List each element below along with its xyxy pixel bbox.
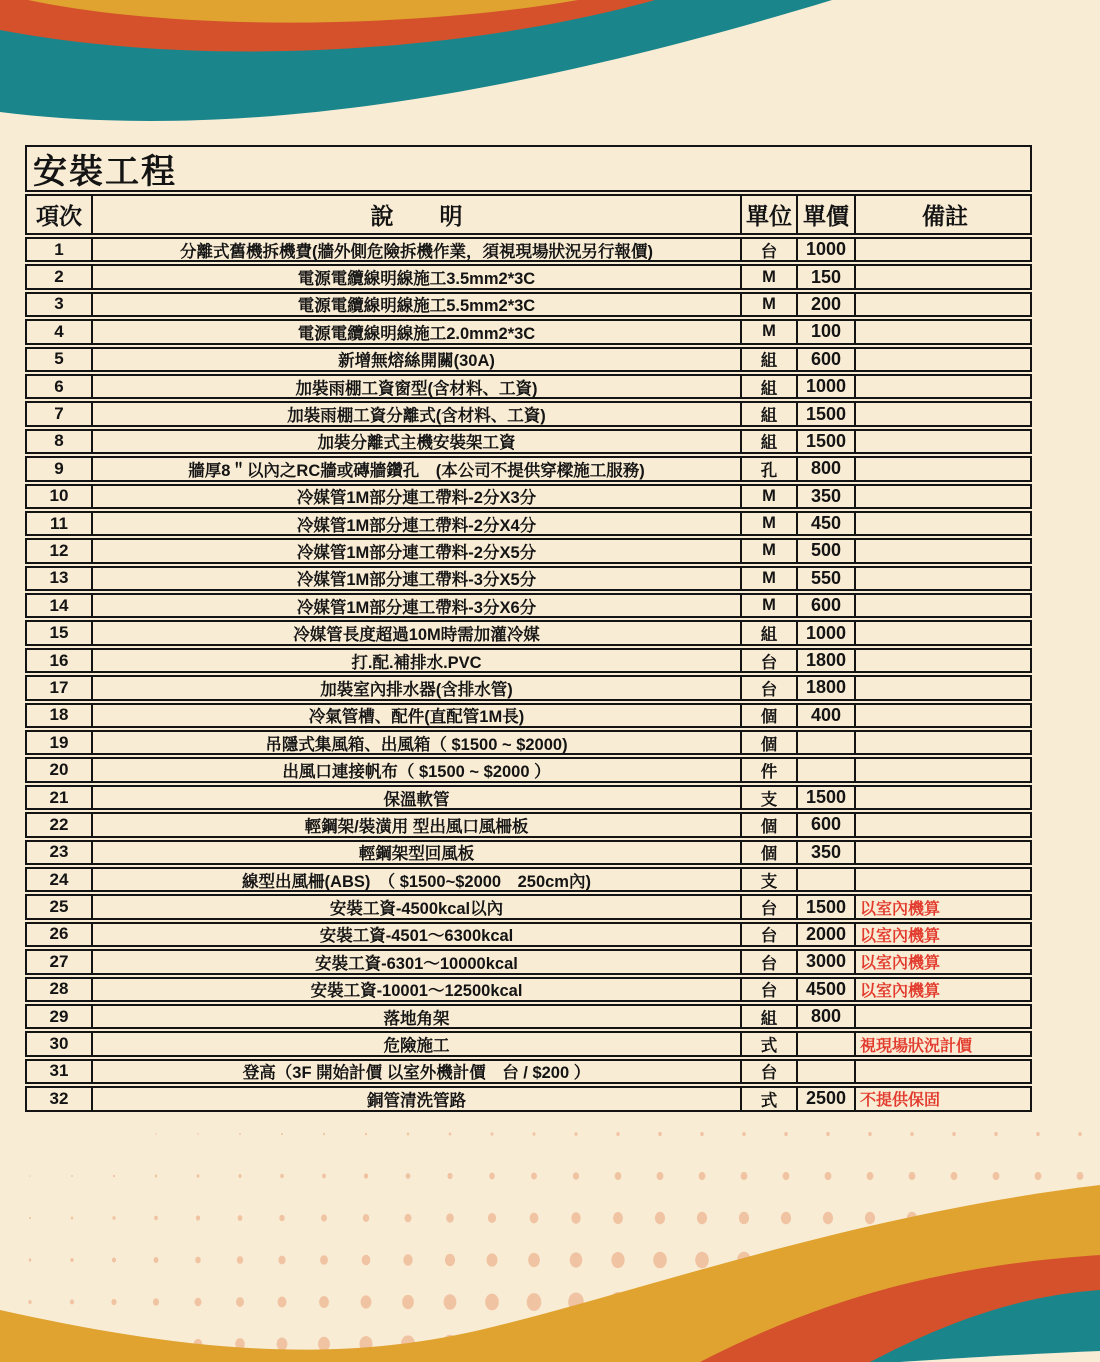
cell-item-no: 20: [49, 760, 69, 780]
cell-unit: M: [740, 513, 796, 534]
table-row: [25, 429, 1032, 454]
cell-description: 輕鋼架/裝潢用 型出風口風柵板: [91, 814, 740, 835]
cell-description: 安裝工資-6301～10000kcal: [91, 951, 740, 972]
table-row: [25, 620, 1032, 645]
cell-item-no: 18: [49, 705, 69, 725]
halftone-dot-pattern: [28, 1132, 1090, 1356]
cell-unit-price: 600: [796, 595, 854, 616]
cell-unit-price: 800: [796, 458, 854, 479]
cell-unit-price: 1500: [796, 896, 854, 917]
table-row: [25, 374, 1032, 399]
header-note: 備註: [854, 196, 1030, 233]
cell-description: 冷氣管槽、配件(直配管1M長): [91, 705, 740, 726]
cell-note: [854, 787, 1030, 808]
cell-description: 電源電纜線明線施工5.5mm2*3C: [91, 294, 740, 315]
cell-note: [854, 595, 1030, 616]
cell-item-no: 15: [49, 623, 69, 643]
bottom-wave-teal-band: [870, 1290, 1100, 1362]
table-row: [25, 977, 1032, 1002]
table-row: [25, 538, 1032, 563]
table-body: [25, 237, 1032, 1112]
cell-note: [854, 650, 1030, 671]
cell-note: 以室內機算: [854, 896, 1030, 917]
cell-item-no: 1: [54, 239, 64, 259]
table-row: [25, 319, 1032, 344]
cell-note: [854, 403, 1030, 424]
cell-unit: 組: [740, 1006, 796, 1027]
cell-item-no: 5: [54, 349, 64, 369]
cell-unit: M: [740, 266, 796, 287]
cell-description: 銅管清洗管路: [91, 1088, 740, 1109]
cell-unit-price: 1500: [796, 431, 854, 452]
cell-unit-price: 1500: [796, 787, 854, 808]
cell-note: [854, 431, 1030, 452]
cell-description: 出風口連接帆布（ $1500 ~ $2000 ）: [91, 759, 740, 780]
cell-item-no: 16: [49, 650, 69, 670]
bottom-wave-cream-sliver: [900, 1351, 1100, 1362]
page-title: 安裝工程: [33, 153, 177, 191]
cell-unit: 個: [740, 842, 796, 863]
cell-description: 輕鋼架型回風板: [91, 842, 740, 863]
cell-unit-price: 350: [796, 842, 854, 863]
table-row: [25, 648, 1032, 673]
cell-unit-price: 1000: [796, 239, 854, 260]
header-unit-price: 單價: [796, 196, 854, 233]
table-row: [25, 675, 1032, 700]
cell-note: [854, 705, 1030, 726]
cell-description: 冷媒管1M部分連工帶料-2分X4分: [91, 513, 740, 534]
cell-item-no: 9: [54, 458, 64, 478]
table-row: [25, 401, 1032, 426]
cell-unit: 個: [740, 732, 796, 753]
table-row: [25, 484, 1032, 509]
cell-item-no: 30: [49, 1034, 69, 1054]
top-wave-decoration: [0, 0, 1100, 150]
table-row: [25, 922, 1032, 947]
cell-note: [854, 486, 1030, 507]
cell-note: 以室內機算: [854, 924, 1030, 945]
cell-note: [854, 349, 1030, 370]
cell-unit: 式: [740, 1033, 796, 1054]
cell-note: 以室內機算: [854, 951, 1030, 972]
cell-item-no: 2: [54, 267, 64, 287]
table-header-row: [25, 194, 1032, 235]
cell-note: [854, 568, 1030, 589]
cell-description: 電源電纜線明線施工3.5mm2*3C: [91, 266, 740, 287]
cell-unit-price: 550: [796, 568, 854, 589]
cell-note: [854, 266, 1030, 287]
cell-note: 視現場狀況計價: [854, 1033, 1030, 1054]
cell-note: [854, 458, 1030, 479]
cell-unit: M: [740, 595, 796, 616]
cell-description: 線型出風柵(ABS) （ $1500~$2000 250cm內): [91, 869, 740, 890]
cell-item-no: 29: [49, 1006, 69, 1026]
cell-item-no: 26: [49, 924, 69, 944]
table-row: [25, 730, 1032, 755]
cell-description: 分離式舊機拆機費(牆外側危險拆機作業，須視現場狀況另行報價): [91, 239, 740, 260]
cell-note: [854, 540, 1030, 561]
header-item-no: 項次: [36, 203, 82, 229]
cell-unit-price: 2500: [796, 1088, 854, 1109]
cell-unit: 台: [740, 979, 796, 1000]
table-row: [25, 703, 1032, 728]
table-row: [25, 894, 1032, 919]
cell-unit-price: 450: [796, 513, 854, 534]
cell-unit-price: [796, 1061, 854, 1082]
cell-item-no: 19: [49, 732, 69, 752]
cell-unit-price: 1000: [796, 376, 854, 397]
cell-description: 吊隱式集風箱、出風箱（ $1500 ~ $2000): [91, 732, 740, 753]
cell-description: 登高（3F 開始計價 以室外機計價 台 / $200 ）: [91, 1061, 740, 1082]
cell-item-no: 24: [49, 869, 69, 889]
cell-description: 冷媒管1M部分連工帶料-2分X5分: [91, 540, 740, 561]
top-wave-orange-band: [0, 0, 655, 51]
cell-unit: 台: [740, 951, 796, 972]
cell-item-no: 28: [49, 979, 69, 999]
table-row: [25, 757, 1032, 782]
table-row: [25, 840, 1032, 865]
cell-unit-price: 350: [796, 486, 854, 507]
cell-unit: 台: [740, 1061, 796, 1082]
cell-item-no: 8: [54, 431, 64, 451]
cell-unit: 組: [740, 431, 796, 452]
cell-unit: 組: [740, 403, 796, 424]
cell-unit-price: 800: [796, 1006, 854, 1027]
cell-description: 加裝雨棚工資窗型(含材料、工資): [91, 376, 740, 397]
cell-unit: 台: [740, 896, 796, 917]
cell-note: [854, 513, 1030, 534]
cell-note: [854, 732, 1030, 753]
cell-unit: 式: [740, 1088, 796, 1109]
cell-unit-price: [796, 732, 854, 753]
cell-unit: 組: [740, 622, 796, 643]
bottom-wave-orange-band: [700, 1255, 1100, 1362]
cell-description: 保溫軟管: [91, 787, 740, 808]
table-row: [25, 812, 1032, 837]
cell-unit: 孔: [740, 458, 796, 479]
table-row: [25, 1086, 1032, 1111]
cell-item-no: 21: [49, 787, 69, 807]
cell-item-no: 27: [49, 951, 69, 971]
cell-description: 安裝工資-4500kcal以內: [91, 896, 740, 917]
cell-description: 電源電纜線明線施工2.0mm2*3C: [91, 321, 740, 342]
cell-note: [854, 1006, 1030, 1027]
table-row: [25, 566, 1032, 591]
cell-unit: 組: [740, 376, 796, 397]
cell-unit-price: 600: [796, 349, 854, 370]
cell-note: [854, 842, 1030, 863]
cell-note: [854, 321, 1030, 342]
cell-note: [854, 869, 1030, 890]
cell-description: 落地角架: [91, 1006, 740, 1027]
cell-unit-price: 3000: [796, 951, 854, 972]
top-wave-teal-band: [0, 0, 832, 121]
cell-unit-price: [796, 1033, 854, 1054]
table-row: [25, 593, 1032, 618]
table-row: [25, 292, 1032, 317]
table-row: [25, 1059, 1032, 1084]
table-row: [25, 264, 1032, 289]
cell-item-no: 6: [54, 376, 64, 396]
cell-unit: 個: [740, 814, 796, 835]
cell-description: 冷媒管1M部分連工帶料-3分X5分: [91, 568, 740, 589]
cell-item-no: 11: [50, 513, 68, 533]
cell-unit-price: 500: [796, 540, 854, 561]
cell-description: 安裝工資-4501～6300kcal: [91, 924, 740, 945]
cell-unit: 台: [740, 650, 796, 671]
cell-unit: M: [740, 568, 796, 589]
cell-unit: 組: [740, 349, 796, 370]
cell-unit: M: [740, 486, 796, 507]
cell-unit-price: 200: [796, 294, 854, 315]
header-unit: 單位: [740, 196, 796, 233]
cell-item-no: 4: [54, 321, 64, 341]
bottom-wave-yellow-band: [0, 1185, 1100, 1362]
table-row: [25, 456, 1032, 481]
table-row: [25, 237, 1032, 262]
header-description: 說 明: [91, 196, 740, 233]
cell-description: 打.配.補排水.PVC: [91, 650, 740, 671]
cell-description: 危險施工: [91, 1033, 740, 1054]
cell-unit: 支: [740, 787, 796, 808]
cell-unit: 件: [740, 759, 796, 780]
cell-unit-price: 100: [796, 321, 854, 342]
table-row: [25, 949, 1032, 974]
cell-unit: 台: [740, 924, 796, 945]
table-row: [25, 1031, 1032, 1056]
cell-unit-price: 400: [796, 705, 854, 726]
table-row: [25, 511, 1032, 536]
cell-item-no: 12: [49, 540, 69, 560]
cell-note: [854, 376, 1030, 397]
cell-item-no: 13: [49, 568, 69, 588]
cell-unit: 支: [740, 869, 796, 890]
cell-note: 不提供保固: [854, 1088, 1030, 1109]
cell-unit-price: [796, 759, 854, 780]
cell-item-no: 31: [49, 1061, 69, 1081]
cell-description: 牆厚8＂以內之RC牆或磚牆鑽孔 (本公司不提供穿樑施工服務): [91, 458, 740, 479]
cell-note: [854, 622, 1030, 643]
cell-item-no: 22: [49, 814, 69, 834]
cell-unit: 個: [740, 705, 796, 726]
table-row: [25, 1004, 1032, 1029]
cell-unit-price: [796, 869, 854, 890]
cell-unit-price: 1800: [796, 677, 854, 698]
cell-description: 冷媒管1M部分連工帶料-2分X3分: [91, 486, 740, 507]
cell-unit-price: 600: [796, 814, 854, 835]
table-title-row: [25, 145, 1032, 192]
cell-unit: M: [740, 321, 796, 342]
cell-note: [854, 1061, 1030, 1082]
cell-description: 加裝室內排水器(含排水管): [91, 677, 740, 698]
cell-item-no: 10: [49, 486, 69, 506]
table-row: [25, 867, 1032, 892]
top-wave-yellow-band: [28, 0, 578, 23]
bottom-wave-decoration: [0, 1120, 1100, 1362]
cell-unit: M: [740, 540, 796, 561]
cell-unit: M: [740, 294, 796, 315]
cell-note: [854, 814, 1030, 835]
cell-unit-price: 1000: [796, 622, 854, 643]
cell-description: 冷媒管長度超過10M時需加灌冷媒: [91, 622, 740, 643]
cell-note: [854, 239, 1030, 260]
cell-item-no: 32: [49, 1088, 69, 1108]
cell-unit: 台: [740, 677, 796, 698]
cell-description: 冷媒管1M部分連工帶料-3分X6分: [91, 595, 740, 616]
cell-item-no: 3: [54, 294, 64, 314]
cell-description: 新增無熔絲開關(30A): [91, 349, 740, 370]
cell-note: [854, 759, 1030, 780]
cell-item-no: 25: [49, 897, 69, 917]
table-row: [25, 785, 1032, 810]
cell-item-no: 7: [54, 404, 64, 424]
cell-unit: 台: [740, 239, 796, 260]
cell-description: 加裝分離式主機安裝架工資: [91, 431, 740, 452]
installation-price-table: [25, 145, 1032, 1114]
cell-note: [854, 294, 1030, 315]
cell-description: 加裝雨棚工資分離式(含材料、工資): [91, 403, 740, 424]
cell-unit-price: 1800: [796, 650, 854, 671]
cell-unit-price: 150: [796, 266, 854, 287]
cell-item-no: 17: [49, 677, 69, 697]
cell-description: 安裝工資-10001～12500kcal: [91, 979, 740, 1000]
cell-item-no: 14: [49, 595, 69, 615]
cell-note: 以室內機算: [854, 979, 1030, 1000]
cell-unit-price: 1500: [796, 403, 854, 424]
cell-unit-price: 2000: [796, 924, 854, 945]
cell-note: [854, 677, 1030, 698]
table-row: [25, 347, 1032, 372]
cell-item-no: 23: [49, 842, 69, 862]
cell-unit-price: 4500: [796, 979, 854, 1000]
